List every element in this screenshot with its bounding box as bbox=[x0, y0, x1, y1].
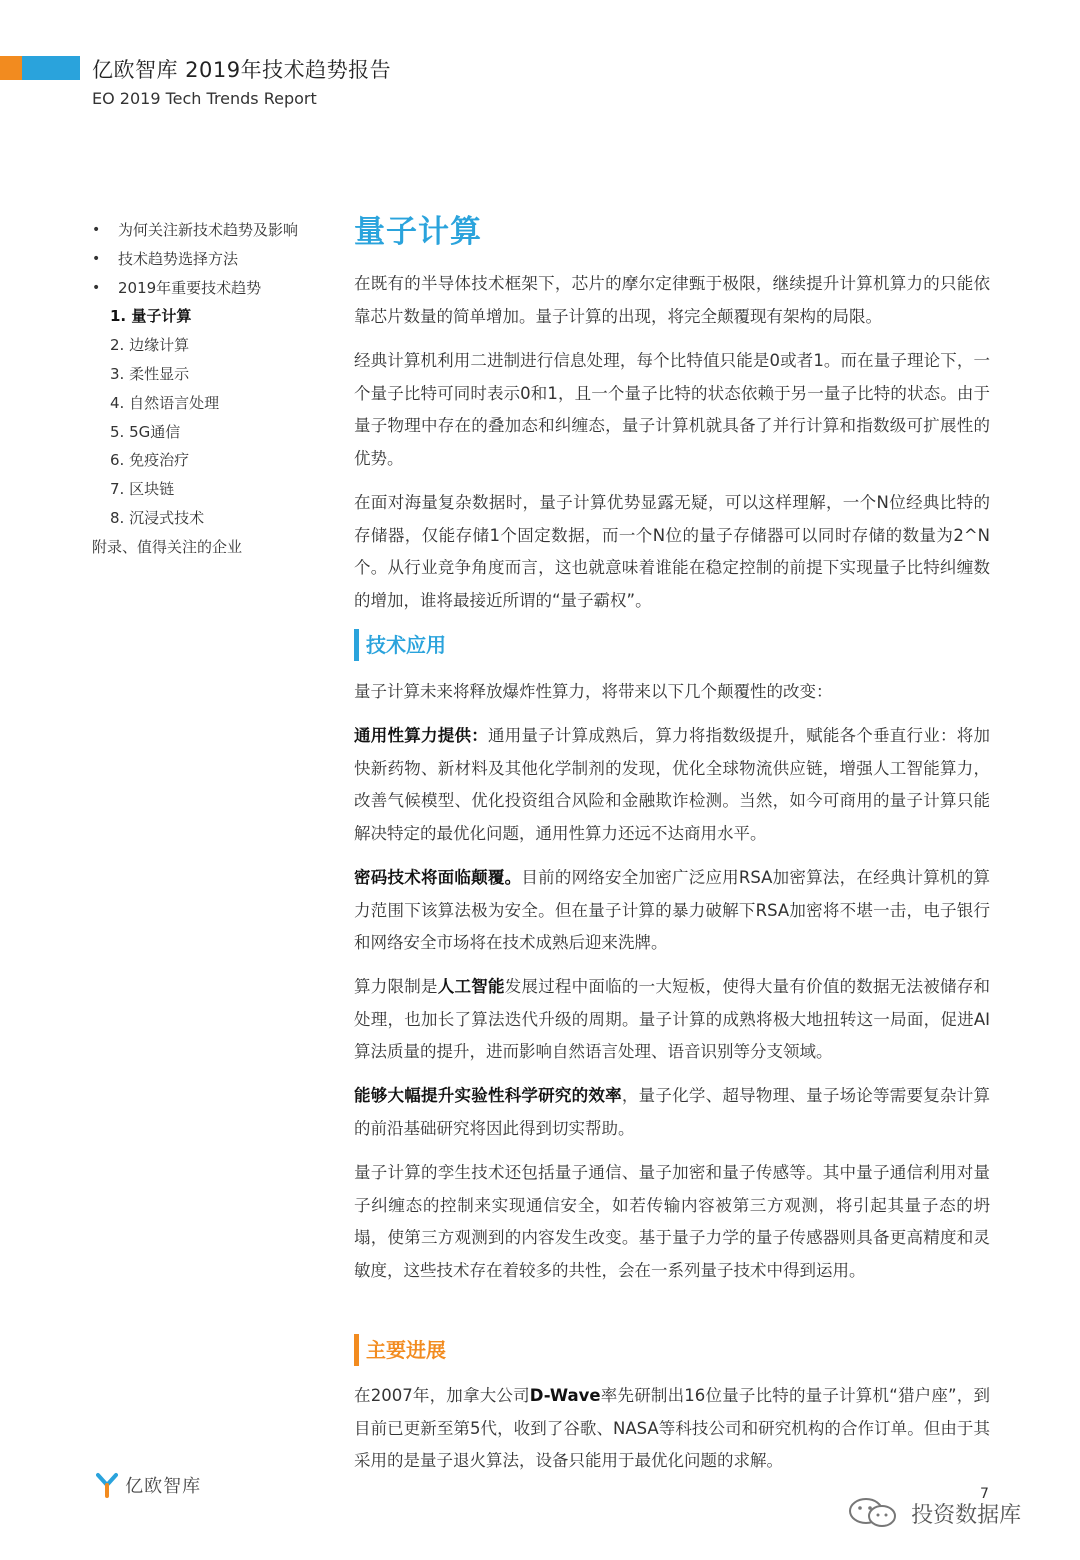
toc-item[interactable]: 7. 区块链 bbox=[110, 480, 175, 499]
logo-y-icon bbox=[96, 1472, 118, 1498]
page-number: 7 bbox=[980, 1486, 989, 1502]
section-bar bbox=[354, 629, 359, 661]
toc-item[interactable]: 2. 边缘计算 bbox=[110, 336, 190, 355]
progress-paragraph-1: 在2007年，加拿大公司D-Wave率先研制出16位量子比特的量子计算机“猎户座”，到目前已更新至第5代，收到了谷歌、NASA等科技公司和研究机构的合作订单。但由于其采用的是量子退火算法，设备只能用于最优化问题的求解。 bbox=[354, 1386, 990, 1470]
wechat-watermark bbox=[846, 1496, 1021, 1536]
intro-paragraph-2: 经典计算机利用二进制进行信息处理，每个比特值只能是0或者1。而在量子理论下，一个量子比特可同时表示0和1，且一个量子比特的状态依赖于另一量子比特的状态。由于量子物理中存在的叠加态和纠缠态，量子计算机就具备了并行计算和指数级可扩展性的优势。 bbox=[354, 351, 990, 468]
applications-paragraph-1: 通用性算力提供：通用量子计算成熟后，算力将指数级提升，赋能各个垂直行业：将加快新药物、新材料及其他化学制剂的发现，优化全球物流供应链，增强人工智能算力，改善气候模型、优化投资组合风险和金融欺诈检测。当然，如今可商用的量子计算只能解决特定的最优化问题，通用性算力还远不达商用水平。 bbox=[354, 726, 991, 843]
intro-paragraph-3: 在面对海量复杂数据时，量子计算优势显露无疑，可以这样理解，一个N位经典比特的存储器，仅能存储1个固定数据，而一个N位的量子存储器可以同时存储的数量为2^N个。从行业竞争角度而言，这也就意味着谁能在稳定控制的前提下实现量子比特纠缠数的增加，谁将最接近所谓的“量子霸权”。 bbox=[354, 493, 990, 610]
wechat-icon bbox=[846, 1496, 902, 1530]
header-orange-block bbox=[0, 56, 22, 80]
intro-paragraph-1: 在既有的半导体技术框架下，芯片的摩尔定律甄于极限，继续提升计算机算力的只能依靠芯片数量的简单增加。量子计算的出现，将完全颠覆现有架构的局限。 bbox=[354, 274, 990, 326]
section-heading-applications: 技术应用 bbox=[354, 629, 446, 661]
page-title: 量子计算 bbox=[354, 214, 482, 250]
header-blue-block bbox=[22, 56, 80, 80]
bullet-icon: • bbox=[92, 222, 101, 238]
section-heading-progress: 主要进展 bbox=[354, 1334, 446, 1366]
applications-paragraph-4: 能够大幅提升实验性科学研究的效率，量子化学、超导物理、量子场论等需要复杂计算的前沿基础研究将因此得到切实帮助。 bbox=[354, 1086, 991, 1138]
bullet-icon: • bbox=[92, 250, 101, 267]
toc-item[interactable]: • 技术趋势选择方法 bbox=[92, 245, 332, 274]
toc-item-active[interactable]: 1. 量子计算 bbox=[110, 307, 192, 326]
toc-item[interactable]: • 2019年重要技术趋势 bbox=[92, 274, 332, 303]
toc-item[interactable]: • 为何关注新技术趋势及影响 bbox=[92, 216, 332, 245]
watermark-text: 投资数据库 bbox=[911, 1502, 1022, 1528]
report-subtitle: EO 2019 Tech Trends Report bbox=[92, 89, 317, 108]
toc-appendix[interactable]: 附录、值得关注的企业 bbox=[92, 537, 243, 556]
toc-item[interactable]: 4. 自然语言处理 bbox=[110, 393, 220, 412]
footer-logo bbox=[96, 1472, 201, 1502]
section-bar bbox=[354, 1334, 359, 1366]
table-of-contents bbox=[92, 216, 332, 562]
applications-paragraph-2: 密码技术将面临颠覆。目前的网络安全加密广泛应用RSA加密算法，在经典计算机的算力范围下该算法极为安全。但在量子计算的暴力破解下RSA加密将不堪一击，电子银行和网络安全市场将在技术成熟后迎来洗牌。 bbox=[354, 868, 990, 952]
applications-paragraph-5: 量子计算的孪生技术还包括量子通信、量子加密和量子传感等。其中量子通信利用对量子纠缠态的控制来实现通信安全，如若传输内容被第三方观测，将引起其量子态的坍塌，使第三方观测到的内容发生改变。基于量子力学的量子传感器则具备更高精度和灵敏度，这些技术存在着较多的共性，会在一系列量子技术中得到运用。 bbox=[354, 1163, 990, 1280]
toc-item[interactable]: 5. 5G通信 bbox=[110, 422, 181, 441]
bullet-icon: • bbox=[92, 279, 101, 296]
applications-paragraph-3: 算力限制是人工智能发展过程中面临的一大短板，使得大量有价值的数据无法被储存和处理，也加长了算法迭代升级的周期。量子计算的成熟将极大地扭转这一局面，促进AI算法质量的提升，进而影响自然语言处理、语音识别等分支领域。 bbox=[354, 977, 991, 1061]
applications-lead: 量子计算未来将释放爆炸性算力，将带来以下几个颠覆性的改变： bbox=[354, 682, 833, 701]
toc-item[interactable]: 3. 柔性显示 bbox=[110, 364, 190, 383]
toc-item[interactable]: 8. 沉浸式技术 bbox=[110, 508, 205, 527]
report-title: 亿欧智库 2019年技术趋势报告 bbox=[92, 58, 392, 82]
footer-logo-text: 亿欧智库 bbox=[125, 1476, 202, 1497]
toc-item[interactable]: 6. 免疫治疗 bbox=[110, 451, 190, 470]
